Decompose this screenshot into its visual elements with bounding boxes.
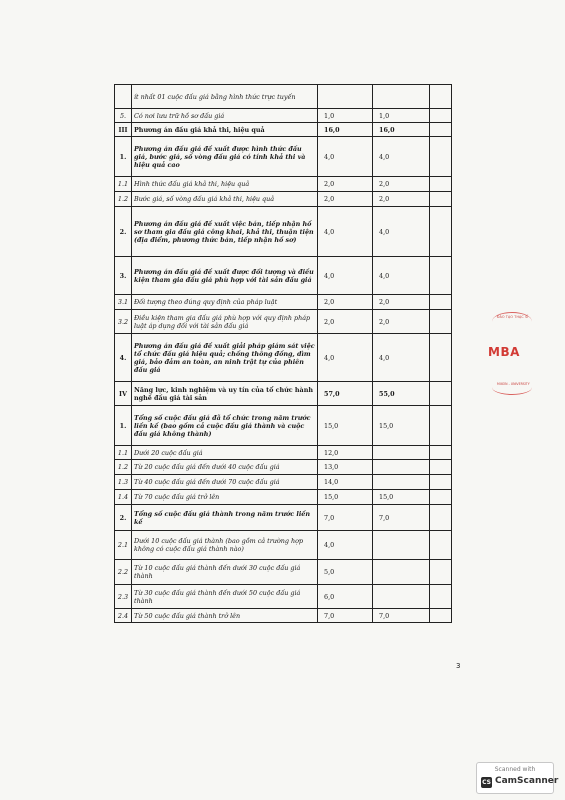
table-row [115,531,452,560]
cell-number: 4. [115,334,132,382]
cell-content: Từ 30 cuộc đấu giá thành đến dưới 50 cuộc đấu giá thành [132,585,318,609]
cell-blank [430,137,452,177]
cell-score: 15,0 [373,490,430,505]
table-row [115,609,452,623]
cell-content: Từ 10 cuộc đấu giá thành đến dưới 30 cuộc đấu giá thành [132,560,318,585]
cell-content: Tổng số cuộc đấu giá đã tổ chức trong năm trước liền kề (bao gồm cả cuộc đấu giá thành và cuộc đấu giá không thành) [132,406,318,446]
cell-max-score: 4,0 [318,257,373,295]
cell-blank [430,585,452,609]
cell-content: Phương án đấu giá đề xuất việc bán, tiếp nhận hồ sơ tham gia đấu giá công khai, khả thi, thuận tiện (địa điểm, phương thức bán, tiếp nhận hồ sơ) [132,207,318,257]
cell-number: 3.2 [115,310,132,334]
cell-max-score: 15,0 [318,490,373,505]
cell-max-score: 16,0 [318,123,373,137]
cell-number: 1.3 [115,475,132,490]
cell-max-score: 4,0 [318,207,373,257]
table-row [115,310,452,334]
cell-content: Phương án đấu giá đề xuất được đối tượng và điều kiện tham gia đấu giá phù hợp với tài sản đấu giá [132,257,318,295]
cell-score: 15,0 [373,406,430,446]
stamp-bottom [488,378,536,394]
cell-max-score: 12,0 [318,446,373,460]
table-row [115,257,452,295]
mba-logo-stamp [488,345,536,361]
cell-score: 7,0 [373,609,430,623]
table-row [115,446,452,460]
cell-blank [430,123,452,137]
cell-score [373,585,430,609]
cell-max-score: 4,0 [318,531,373,560]
cell-blank [430,109,452,123]
watermark-brand: CamScanner [495,776,559,786]
cell-score: 2,0 [373,192,430,207]
cell-max-score: 7,0 [318,609,373,623]
cell-score: 4,0 [373,207,430,257]
cell-max-score: 2,0 [318,295,373,310]
cell-score: 2,0 [373,177,430,192]
cell-max-score: 4,0 [318,334,373,382]
cell-content: Từ 70 cuộc đấu giá trở lên [132,490,318,505]
cell-content: Từ 50 cuộc đấu giá thành trở lên [132,609,318,623]
cell-content: Có nơi lưu trữ hồ sơ đấu giá [132,109,318,123]
cell-score: 4,0 [373,257,430,295]
cell-max-score: 57,0 [318,382,373,406]
cell-number: IV [115,382,132,406]
cell-number: 5. [115,109,132,123]
cell-max-score: 2,0 [318,192,373,207]
cell-blank [430,406,452,446]
cell-max-score: 7,0 [318,505,373,531]
cell-number: 2.3 [115,585,132,609]
stamp-top [488,312,536,326]
table-row [115,109,452,123]
cell-score: 2,0 [373,310,430,334]
cell-content: Phương án đấu giá khả thi, hiệu quả [132,123,318,137]
cell-max-score: 2,0 [318,310,373,334]
cell-content: Từ 20 cuộc đấu giá đến dưới 40 cuộc đấu giá [132,460,318,475]
cell-number: 3. [115,257,132,295]
cell-blank [430,460,452,475]
cell-number [115,85,132,109]
cell-number: 1.4 [115,490,132,505]
stamp-middle-text: MBA [488,345,520,359]
cell-blank [430,505,452,531]
table-row [115,475,452,490]
stamp-bottom-text: MIXON - UNIVERSITY [497,382,530,386]
cell-number: 2. [115,505,132,531]
table-row [115,207,452,257]
cell-number: III [115,123,132,137]
table-row [115,382,452,406]
cell-blank [430,531,452,560]
table-body [115,85,452,623]
table-row [115,490,452,505]
table-row [115,295,452,310]
table-row [115,123,452,137]
scoring-table [114,84,452,623]
cell-score: 4,0 [373,334,430,382]
table-row [115,192,452,207]
cell-blank [430,177,452,192]
cell-content: Bước giá, số vòng đấu giá khả thi, hiệu quả [132,192,318,207]
cell-max-score [318,85,373,109]
cell-content: Từ 40 cuộc đấu giá đến dưới 70 cuộc đấu giá [132,475,318,490]
cell-blank [430,207,452,257]
cell-blank [430,475,452,490]
cell-blank [430,85,452,109]
cell-number: 1. [115,406,132,446]
cell-max-score: 15,0 [318,406,373,446]
cell-score [373,85,430,109]
camscanner-logo-icon: CS [482,779,491,786]
cell-max-score: 4,0 [318,137,373,177]
table-row [115,334,452,382]
cell-number: 1. [115,137,132,177]
cell-blank [430,382,452,406]
cell-content: Đối tượng theo đúng quy định của pháp luật [132,295,318,310]
cell-content: Dưới 10 cuộc đấu giá thành (bao gồm cả trường hợp không có cuộc đấu giá thành nào) [132,531,318,560]
cell-max-score: 2,0 [318,177,373,192]
table-row [115,177,452,192]
cell-score: 7,0 [373,505,430,531]
cell-score: 4,0 [373,137,430,177]
cell-content: Năng lực, kinh nghiệm và uy tín của tổ chức hành nghề đấu giá tài sản [132,382,318,406]
cell-score: 1,0 [373,109,430,123]
cell-number: 1.2 [115,460,132,475]
cell-number: 2.2 [115,560,132,585]
cell-content: Hình thức đấu giá khả thi, hiệu quả [132,177,318,192]
cell-blank [430,310,452,334]
cell-score: 2,0 [373,295,430,310]
cell-number: 3.1 [115,295,132,310]
cell-number: 2.4 [115,609,132,623]
cell-blank [430,560,452,585]
table-row [115,560,452,585]
cell-content: Phương án đấu giá đề xuất được hình thức đấu giá, bước giá, số vòng đấu giá có tính khả thi và hiệu quả cao [132,137,318,177]
watermark-scanned-with: Scanned with [494,766,536,773]
cell-number: 1.2 [115,192,132,207]
table-row [115,85,452,109]
table-row [115,137,452,177]
cell-score [373,460,430,475]
cell-blank [430,295,452,310]
cell-content: Tổng số cuộc đấu giá thành trong năm trước liền kề [132,505,318,531]
cell-max-score: 6,0 [318,585,373,609]
cell-max-score: 13,0 [318,460,373,475]
table-row [115,406,452,446]
cell-blank [430,490,452,505]
camscanner-watermark [476,762,559,794]
cell-blank [430,192,452,207]
cell-max-score: 5,0 [318,560,373,585]
cell-content: ít nhất 01 cuộc đấu giá bằng hình thức trực tuyến [132,85,318,109]
cell-blank [430,257,452,295]
cell-max-score: 14,0 [318,475,373,490]
cell-content: Điều kiện tham gia đấu giá phù hợp với quy định pháp luật áp dụng đối với tài sản đấu giá [132,310,318,334]
cell-max-score: 1,0 [318,109,373,123]
cell-blank [430,609,452,623]
cell-number: 1.1 [115,446,132,460]
cell-score: 16,0 [373,123,430,137]
cell-score [373,531,430,560]
table-row [115,585,452,609]
page-number: 3 [456,662,461,670]
cell-score [373,560,430,585]
cell-number: 2. [115,207,132,257]
stamp-top-text: ĐÀO TẠO THẠC SĨ [497,315,529,319]
cell-blank [430,334,452,382]
cell-number: 2.1 [115,531,132,560]
cell-score [373,446,430,460]
table-row [115,505,452,531]
table-row [115,460,452,475]
cell-score [373,475,430,490]
cell-content: Phương án đấu giá đề xuất giải pháp giám sát việc tổ chức đấu giá hiệu quả; chống thông đồng, dìm giá, bảo đảm an toàn, an ninh trật tự của phiên đấu giá [132,334,318,382]
cell-blank [430,446,452,460]
cell-score: 55,0 [373,382,430,406]
cell-content: Dưới 20 cuộc đấu giá [132,446,318,460]
cell-number: 1.1 [115,177,132,192]
